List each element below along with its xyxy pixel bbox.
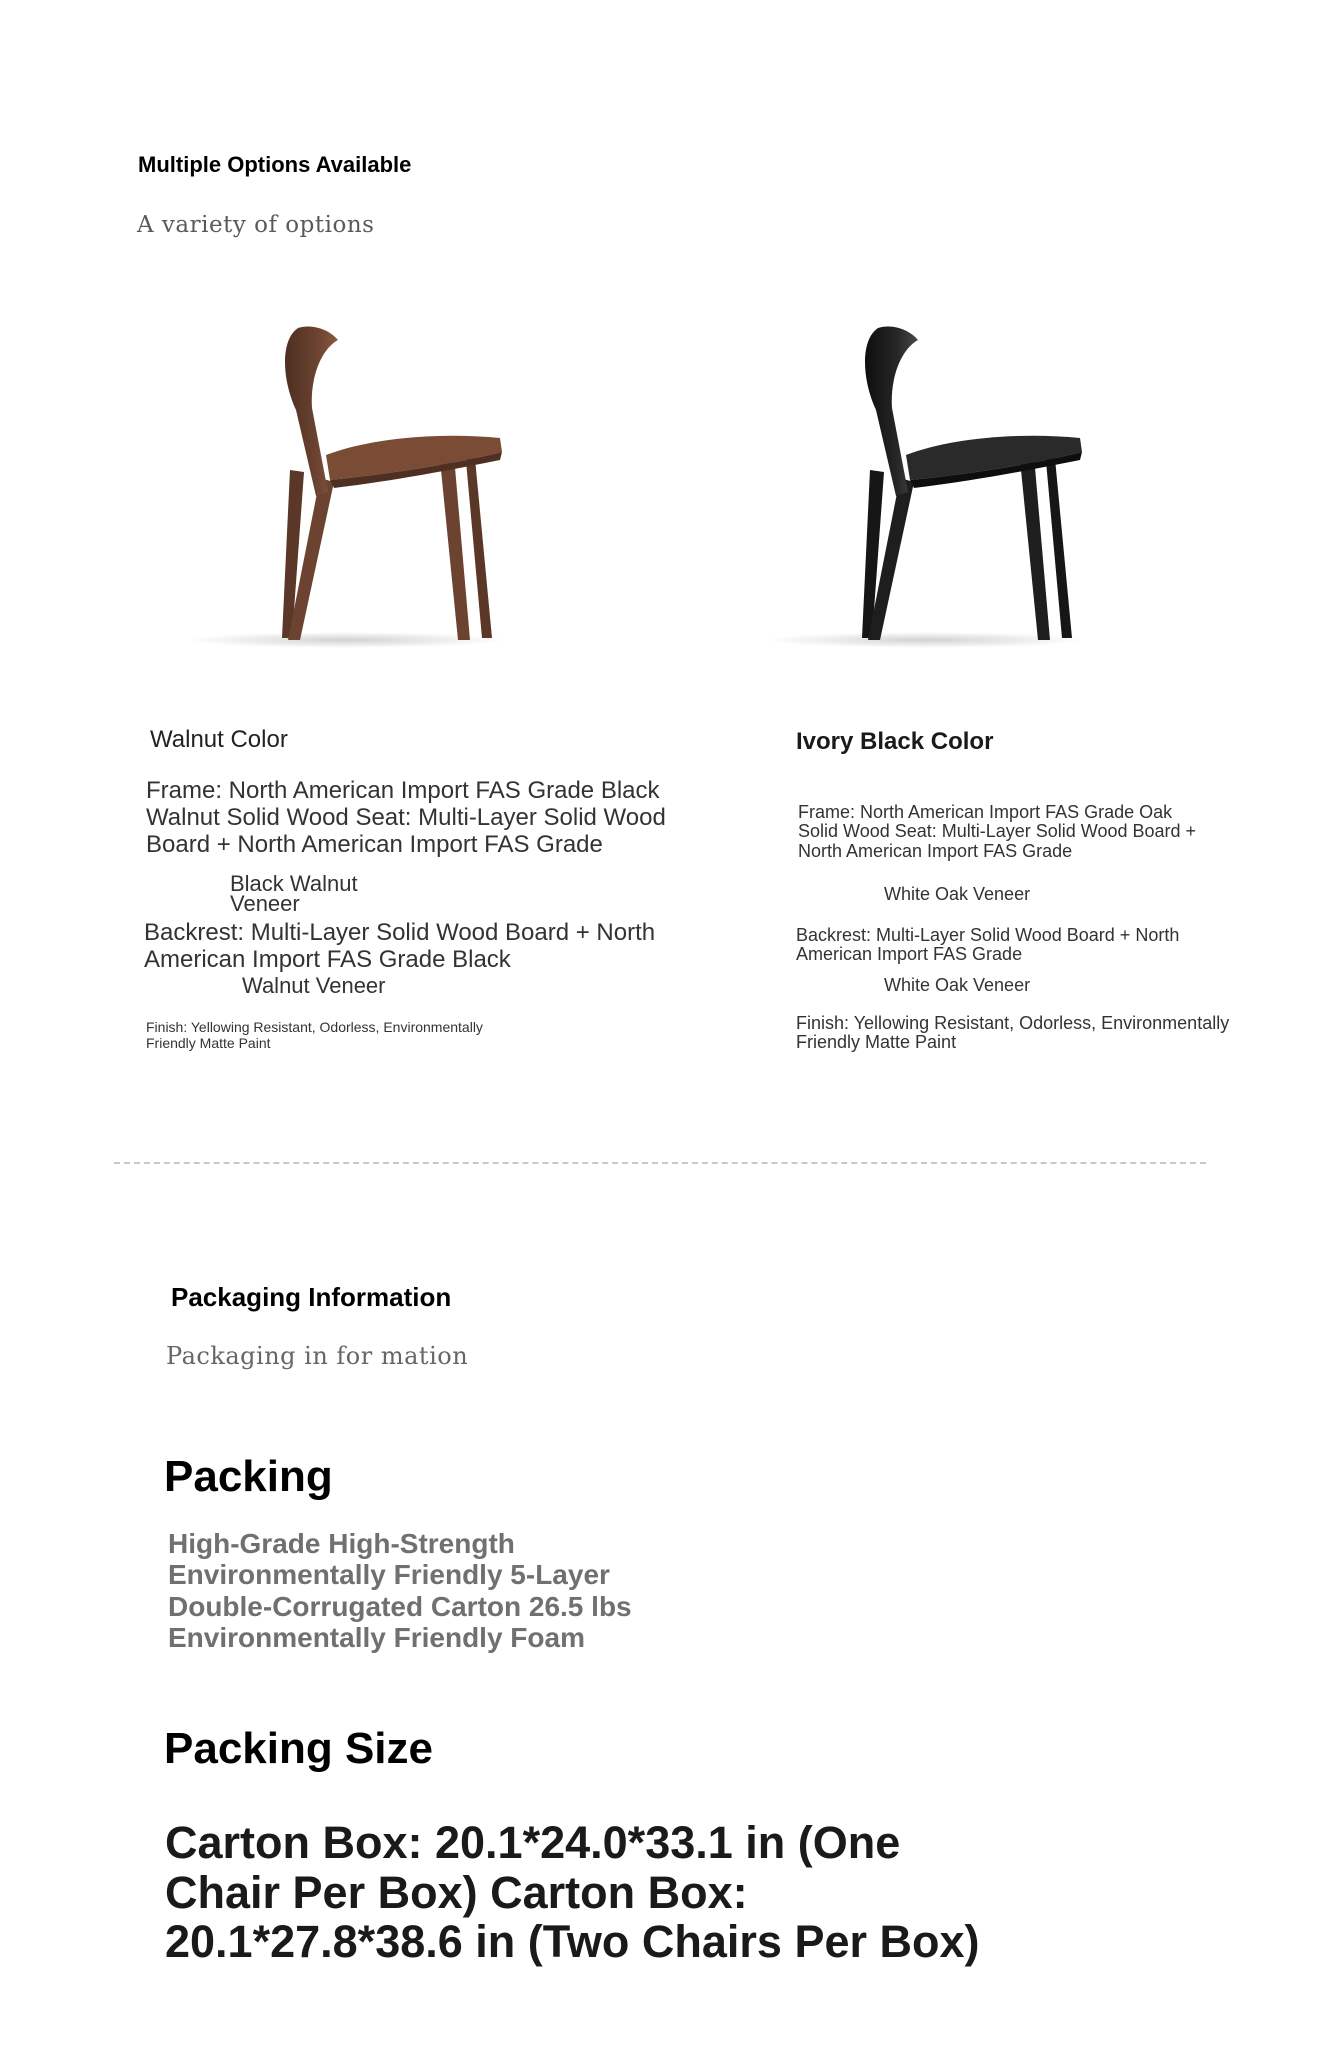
black-chair-image — [750, 300, 1110, 660]
packing-description: High-Grade High-Strength Environmentally Friendly 5-Layer Double-Corrugated Carton 26.5 lbs Environmentally Friendly Foam — [168, 1528, 632, 1654]
packaging-title: Packaging Information — [171, 1282, 452, 1312]
packaging-subtitle: Packaging in for mation — [166, 1342, 469, 1370]
black-finish-spec: Finish: Yellowing Resistant, Odorless, Environmentally Friendly Matte Paint — [796, 1013, 1230, 1053]
walnut-backrest-veneer: Walnut Veneer — [242, 973, 386, 998]
packing-size-description: Carton Box: 20.1*24.0*33.1 in (One Chair Per Box) Carton Box: 20.1*27.8*38.6 in (Two Chairs Per Box) — [165, 1817, 980, 1967]
walnut-frame-veneer: Black Walnut Veneer — [230, 871, 358, 916]
black-backrest-veneer: White Oak Veneer — [884, 975, 1031, 995]
black-color-label: Ivory Black Color — [796, 728, 994, 755]
section-divider — [114, 1162, 1206, 1164]
black-frame-veneer: White Oak Veneer — [884, 884, 1031, 904]
walnut-finish-spec: Finish: Yellowing Resistant, Odorless, Environmentally Friendly Matte Paint — [146, 1019, 483, 1051]
black-backrest-spec: Backrest: Multi-Layer Solid Wood Board + North American Import FAS Grade — [796, 925, 1180, 965]
walnut-color-label: Walnut Color — [150, 726, 288, 753]
walnut-backrest-spec: Backrest: Multi-Layer Solid Wood Board + North American Import FAS Grade Black — [144, 919, 656, 973]
options-subtitle: A variety of options — [137, 212, 375, 238]
black-frame-spec: Frame: North American Import FAS Grade Oak Solid Wood Seat: Multi-Layer Solid Wood Board + North American Import FAS Grade — [798, 802, 1197, 861]
options-title: Multiple Options Available — [138, 152, 412, 177]
walnut-chair-image — [170, 300, 530, 660]
packing-size-heading: Packing Size — [164, 1724, 434, 1773]
walnut-frame-spec: Frame: North American Import FAS Grade Black Walnut Solid Wood Seat: Multi-Layer Solid Wood Board + North American Import FAS Grade — [146, 777, 666, 858]
packing-heading: Packing — [164, 1452, 333, 1501]
